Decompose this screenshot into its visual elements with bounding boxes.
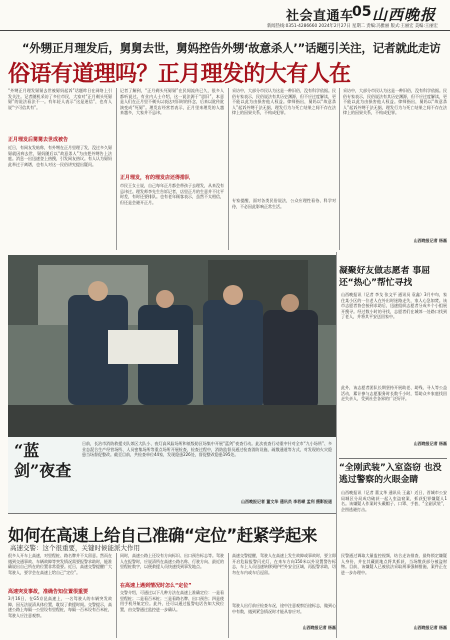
header-rule xyxy=(0,30,450,31)
lead-column-1 xyxy=(8,88,112,250)
story2-headline: 如何在高速上给自己准确“定位”赶紧学起来 xyxy=(8,526,317,545)
story2-column-3 xyxy=(232,553,336,638)
lead-col2-subhead: 正月理发，有的理发店还得排队 xyxy=(120,175,191,181)
lead-column-2 xyxy=(120,88,224,250)
lead-byline: 山西晚报记者 杨磊 xyxy=(413,238,447,243)
photo-caption-text xyxy=(82,441,332,505)
column-rule xyxy=(228,88,229,250)
header-meta: 新闻热线:0351-4286660 2024年2月27日 星期二 责编:冯雅丽 版式:王丽宏 美编:王丽宏 xyxy=(267,24,438,29)
story4-para: 山西晚报讯（记者 董文华 通讯员 王鑫）近日，晋城市公安局城区分局成功破获一起入室盗窃案，抓获犯罪嫌疑人1名。该嫌疑人作案时头戴帽子、口罩、手套，“全副武装”，企图逃避打击。 xyxy=(341,490,447,512)
column-rule xyxy=(228,553,229,638)
story2-col2-subhead: 在高速上遇到情况时怎么“定位” xyxy=(120,583,192,589)
column-rule xyxy=(116,553,117,638)
story2-col3-para2: 驾驶人出行前应检查车况，途中注意观察沿途标志，做到心中有数，遇到紧急情况时才能从容应对。 xyxy=(232,603,336,614)
lead-col4-para: 采访中，大部分市民认为这是一种旧俗，没有科学依据。民俗专家表示，民俗说法有其历史渊源，但不应过度解读，更不能以此为由损害他人权益。律师指出，舅妈以“故意杀人”起诉外甥于法无据，理发行为与死亡结果之间不存在法律上的因果关系，不构成犯罪。 xyxy=(343,88,447,116)
lead-col1-para: “外甥正月理发舅舅去世被舅妈起诉”话题昨日在网络上引发关注。记者随机采访了多位市民，大家对“正月剃头死舅舅”的说法看法不一。有年轻人表示“这是迷信”，也有人说“宁可信其有”。 xyxy=(8,88,112,110)
lead-column-3 xyxy=(232,88,336,250)
column-rule xyxy=(116,88,117,250)
column-rule xyxy=(336,252,337,638)
story2-subheadline: 高速交警：这个很重要，关键时候能派大作用 xyxy=(10,544,140,552)
photo-illustration xyxy=(8,255,337,437)
masthead xyxy=(0,4,450,30)
lead-col2-para2: 市民王女士说，自己每年正月都会带孩子去理发，从来没有忌讳过。理发师李先生告诉记者，店里正月的生意并不比平时差，有时还要排队。也有老年顾客表示，虽然不太相信，但还是会避开正月。 xyxy=(120,183,224,205)
story2-col1-subhead: 高速突发事故，准确告知位置很重要 xyxy=(8,589,89,595)
story3-body xyxy=(341,292,447,452)
story3-byline: 山西晚报记者 杨磊 xyxy=(413,441,447,446)
lead-col2-para: 记者了解到，“正月剃头死舅舅”在民间流传已久，很多人都听说过。有业内人士介绍，这一说法源于“思旧”，本意是人们在正月里不剃头以表达对旧时的怀念，后来以讹传讹演变成“死舅”。理发店经营者表示，正月里来理发的人越来越多，大家并不忌讳。 xyxy=(120,88,224,116)
story2-column-1 xyxy=(8,553,112,638)
section-divider xyxy=(8,513,337,514)
story2-col1-para2: 3月16日，在G5京昆高速上，一名驾驶人的车辆突发故障，因无法说清具体位置，耽误了救援时间。交警提示，高速公路上每隔一公里设有里程桩，每隔一百米设有百米桩，驾驶人应注意观察。 xyxy=(8,596,112,618)
story4-headline: “全刚武装”入室盗窃 也没逃过警察的火眼金睛 xyxy=(339,463,442,485)
photo-byline: 山西晚报记者 董文华 通讯员 李若嵘 孟利 摄影报道 xyxy=(241,499,332,504)
story2-byline: 山西晚报记者 杨磊 xyxy=(302,625,336,630)
story2-col2-para2: 交警介绍，可通过以下几种方法在高速上准确定位：一是看里程桩；二是看百米桩；三是看路名牌、出口预告；四是使用手机导航定位。此外，还可以通过报警电话告知大致位置，由交警通过监控进一步确认。 xyxy=(120,590,224,612)
column-rule xyxy=(339,88,340,250)
page-number: 05 xyxy=(352,4,372,20)
lead-column-4 xyxy=(343,88,447,250)
lead-kicker: “外甥正月理发后，舅舅去世，舅妈控告外甥‘故意杀人’”话题引关注，记者就此走访 xyxy=(22,41,441,55)
story4-para2: 民警通过调取大量监控视频，结合走访排查，最终锁定嫌疑人身份，并在其藏匿地点将其抓获，当场缴获部分被盗财物。目前，该嫌疑人已被依法采取刑事强制措施，案件正在进一步办理中。 xyxy=(341,553,447,575)
lead-headline: 俗语有道理吗？正月理发的大有人在 xyxy=(8,62,351,87)
story2-col2-para: 同时，高速公路上还设有方向标识、出口预告标志等。驾驶人在报警时，应说清所在高速公路名称、行驶方向、最近的里程桩数字，以便救援人员快速找到事发地点。 xyxy=(120,553,224,570)
story3-para2: 此外，该志愿者团队长期坚持开展助老、助残、寻人等公益活动，累计参与志愿服务时长数千小时，帮助众多家庭找回走失亲人，受到社会各界的广泛好评。 xyxy=(341,385,447,402)
photo-caption-title: “蓝剑”夜查 xyxy=(14,441,72,480)
lead-col3-para2: 专家提醒，面对各类民俗说法，公众应理性看待、科学对待，不必因此影响正常生活。 xyxy=(232,198,336,209)
newspaper-logo: 山西晚报 xyxy=(372,6,437,24)
story2-col3-para: 高速交警提醒，驾驶人在高速上发生故障或事故时，要立即开启危险报警闪光灯，在来车方向150米以外设置警告标志，车上人员迅速转移到护栏外安全区域，再报警求助，切勿在车内或车后逗留。 xyxy=(232,553,336,575)
lead-col1-subhead: 正月理发后舅舅去世成被告 xyxy=(8,137,69,143)
section-divider xyxy=(339,458,447,459)
story2-col1-para: 很多人开车上高速，对里程桩、路名牌并不太留意。然而在遇到交通事故、车辆故障等突发情况需要报警求助时，能准确说出自己所在的位置非常重要。近日，高速交警提醒广大驾驶人，要学会在高速上给自己“定位”。 xyxy=(8,553,112,575)
lead-col3-para: 采访中，大部分市民认为这是一种旧俗，没有科学依据。民俗专家表示，民俗说法有其历史渊源，但不应过度解读，更不能以此为由损害他人权益。律师指出，舅妈以“故意杀人”起诉外甥于法无据，理发行为与死亡结果之间不存在法律上的因果关系，不构成犯罪。 xyxy=(232,88,336,116)
story3-para: 山西晚报讯（记者 李戈 张文平 通讯员 袁鑫）3月中旬，家住某小区的一位老人在外出时迷路走失，家人心急如焚。该市志愿者协会接到求助后，迅速组织志愿者分成多个小组展开搜寻。经过数小时的寻找，志愿者们在城郊一处路口找到了老人，并将其平安送回家中。 xyxy=(341,292,447,320)
story3-headline: 凝聚好友做志愿者 事屈还“热心”帮忙寻找 xyxy=(339,266,431,288)
photo-caption-body: 日前，长治市消防救援支队郊区大队小、夜灯高风险场所和低级防区场集中开展“蓝剑”夜查行动。此次夜查行动重中针对全市“九小场所”、多业态混合生产经营场所、人员密集场所等重点场所开展检查，检查过程中，消防监督员通过检查消防设施、疏散通道等方式，对发现的火灾隐患当场督促整改。截至目前，共检查单位44家，发现隐患226处，督促整改隐患195处。 xyxy=(82,441,332,458)
news-photo xyxy=(8,255,337,437)
story4-body xyxy=(341,490,447,638)
lead-col1-para2: 近日，有网友发帖称，有外甥在正月里理了发，没过多久舅舅就因病去世，舅妈随后以“故意杀人”为由把外甥告上法庭。消息一出迅速登上热搜，引发网友热议。有人认为舅妈此举过于离谱，也有人对这一民俗讲究提出疑问。 xyxy=(8,145,112,167)
section-title: 社会直通车 xyxy=(286,9,354,24)
story2-column-2 xyxy=(120,553,224,638)
story4-byline: 山西晚报记者 杨磊 xyxy=(413,625,447,630)
